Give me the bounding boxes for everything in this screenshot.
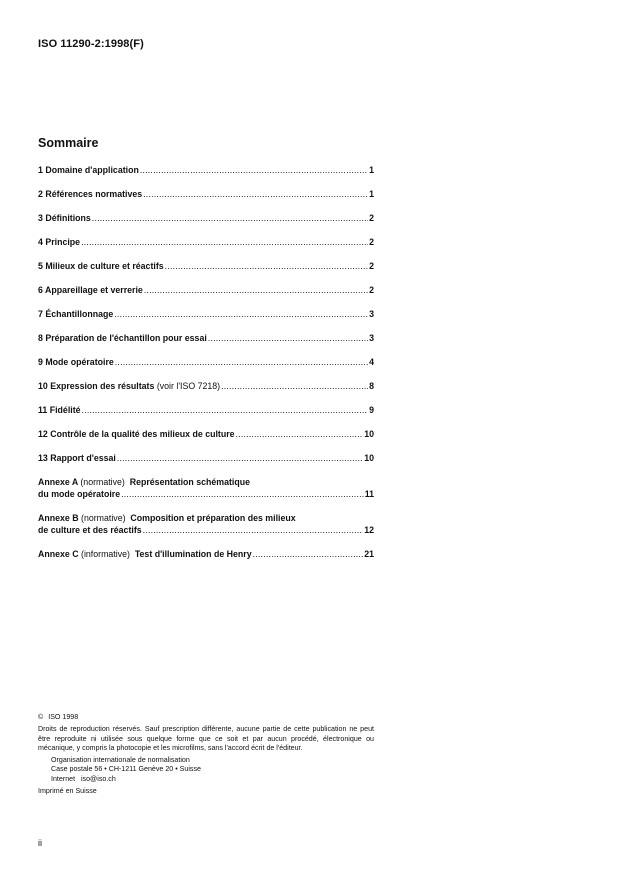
dot-leader (144, 285, 368, 297)
toc-entry-title: 3 Définitions (38, 213, 91, 223)
toc-annex-entry[interactable] (38, 513, 374, 536)
toc-entry[interactable] (38, 453, 374, 465)
toc-entry-page: 3 (369, 333, 374, 343)
annex-label: Annexe B (38, 513, 79, 523)
annex-title-line1: Test d'illumination de Henry (134, 549, 252, 559)
toc-entry-page: 11 (364, 488, 374, 499)
organization-name: Organisation internationale de normalisation (51, 756, 190, 765)
copyright-block (38, 713, 374, 796)
toc-entry[interactable] (38, 405, 374, 417)
dot-leader (143, 525, 364, 537)
toc-entry-page: 3 (369, 309, 374, 319)
dot-leader (115, 357, 368, 369)
toc-entry-page: 10 (364, 453, 374, 463)
toc-annex-entry[interactable] (38, 477, 374, 500)
toc-entry-page: 2 (369, 261, 374, 271)
postal-address: Case postale 56 • CH-1211 Genève 20 • Suisse (51, 765, 201, 774)
toc-entry-page: 21 (364, 549, 374, 559)
annex-title-line2: de culture et des réactifs (38, 524, 142, 535)
toc-entry[interactable] (38, 333, 374, 345)
toc-entry[interactable] (38, 261, 374, 273)
dot-leader (114, 309, 368, 321)
annex-title-line1: Représentation schématique (129, 477, 251, 487)
toc-entry-title: 5 Milieux de culture et réactifs (38, 261, 164, 271)
dot-leader (140, 165, 368, 177)
dot-leader (117, 453, 363, 465)
dot-leader (236, 429, 364, 441)
copyright-year: ISO 1998 (48, 713, 79, 721)
dot-leader (81, 237, 368, 249)
printed-in: Imprimé en Suisse (38, 787, 97, 796)
email-address: iso@iso.ch (80, 774, 116, 783)
toc-entry[interactable] (38, 429, 374, 441)
toc-entry[interactable] (38, 309, 374, 321)
toc-entry-page: 2 (369, 285, 374, 295)
toc-entry-page: 1 (369, 189, 374, 199)
toc-entry-title: 4 Principe (38, 237, 81, 247)
toc-entry-title: 10 Expression des résultats (38, 381, 155, 391)
toc-entry[interactable] (38, 237, 374, 249)
toc-entry-note: (voir l'ISO 7218) (156, 381, 221, 391)
copyright-symbol: © (38, 713, 44, 721)
dot-leader (253, 549, 364, 561)
dot-leader (165, 261, 368, 273)
dot-leader (82, 405, 369, 417)
dot-leader (92, 213, 368, 225)
annex-label: Annexe A (38, 477, 78, 487)
toc-heading: Sommaire (38, 136, 99, 150)
toc-entry-page: 4 (369, 357, 374, 367)
toc-entry[interactable] (38, 381, 374, 393)
toc-entry-title: 8 Préparation de l'échantillon pour essai (38, 333, 207, 343)
toc-entry-page: 2 (369, 213, 374, 223)
annex-type: (informative) (81, 549, 130, 559)
toc-entry-title: 7 Échantillonnage (38, 309, 114, 319)
toc-entry-page: 10 (364, 429, 374, 439)
toc-entry-page: 12 (364, 524, 374, 535)
toc-entry-title: 11 Fidélité (38, 405, 81, 415)
annex-type: (normative) (81, 513, 126, 523)
toc-entry-title: 12 Contrôle de la qualité des milieux de culture (38, 429, 235, 439)
toc-annex-entry[interactable] (38, 549, 374, 561)
organization-address (38, 756, 374, 784)
page-number: ii (38, 838, 42, 848)
toc-entry-page: 8 (369, 381, 374, 391)
toc-entry-title: 2 Références normatives (38, 189, 143, 199)
document-identifier: ISO 11290-2:1998(F) (38, 38, 144, 50)
annex-label: Annexe C (38, 549, 79, 559)
toc-entry-page: 9 (369, 405, 374, 415)
annex-title-line1: Composition et préparation des milieux (130, 513, 296, 523)
toc-entry[interactable] (38, 357, 374, 369)
dot-leader (208, 333, 368, 345)
dot-leader (143, 189, 368, 201)
toc-entry-title: 9 Mode opératoire (38, 357, 114, 367)
toc-entry-title: 6 Appareillage et verrerie (38, 285, 143, 295)
toc-entry-page: 2 (369, 237, 374, 247)
annex-type: (normative) (80, 477, 125, 487)
annex-title-line2: du mode opératoire (38, 488, 121, 499)
toc-entry[interactable] (38, 285, 374, 297)
toc-entry[interactable] (38, 189, 374, 201)
toc-entry-title: 1 Domaine d'application (38, 165, 139, 175)
dot-leader (121, 489, 364, 501)
internet-label: Internet (51, 774, 76, 783)
toc-entry-page: 1 (369, 165, 374, 175)
toc-entry[interactable] (38, 213, 374, 225)
toc-entry[interactable] (38, 165, 374, 177)
dot-leader (221, 381, 368, 393)
toc-entry-title: 13 Rapport d'essai (38, 453, 116, 463)
copyright-notice: Droits de reproduction réservés. Sauf prescription différente, aucune partie de cette publication ne peut être reproduite ni utilisée sous quelque forme que ce soit et par aucun procédé, électronique ou mécanique, y compris la photocopie et les microfilms, sans l'accord écrit de l'éditeur. (38, 725, 374, 752)
